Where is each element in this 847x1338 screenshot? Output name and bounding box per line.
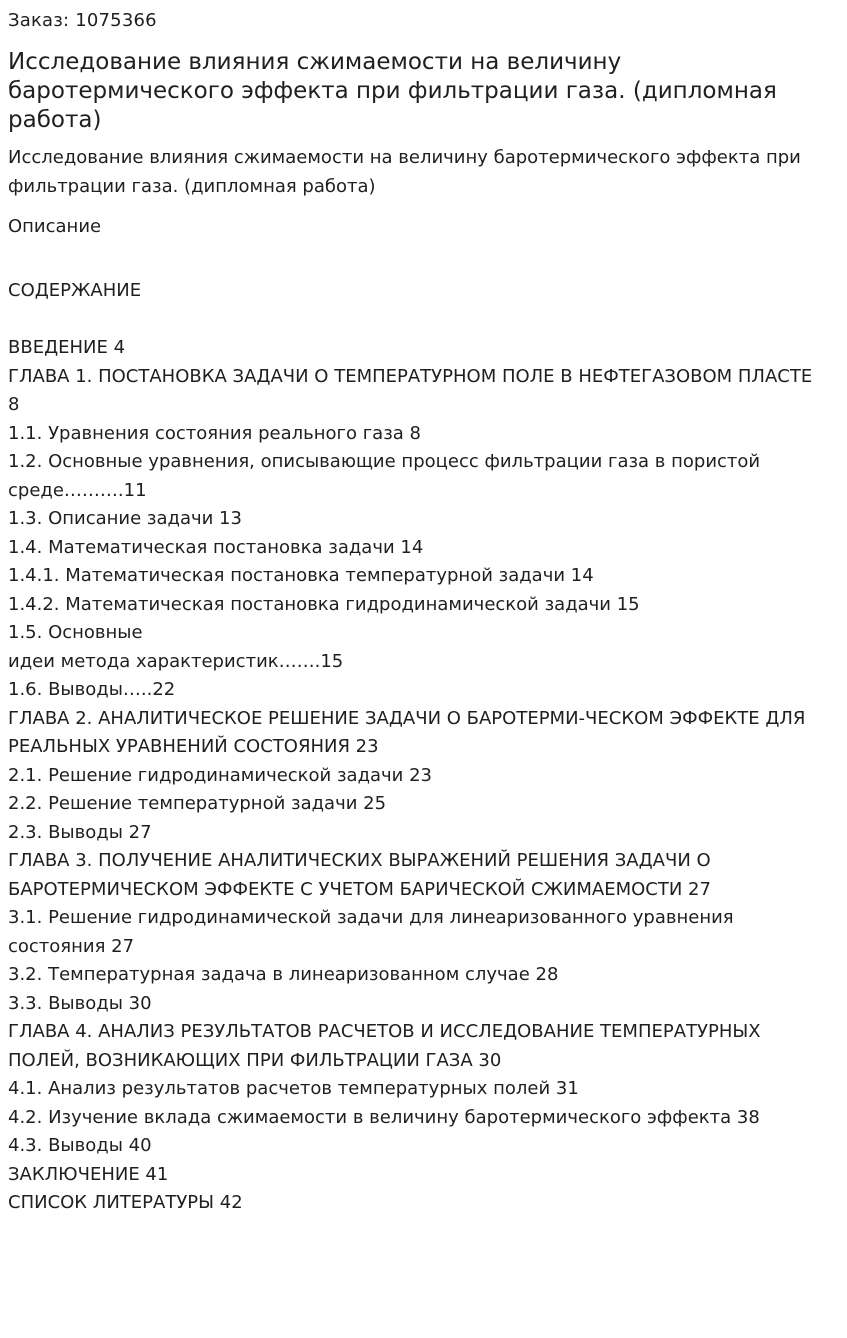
toc-item: 3.1. Решение гидродинамической задачи для линеаризованного уравнения состояния 27	[8, 907, 734, 957]
toc-item: 4.3. Выводы 40	[8, 1135, 152, 1156]
toc-item: 1.5. Основные	[8, 622, 143, 643]
toc-item: 1.3. Описание задачи 13	[8, 508, 242, 529]
toc-item: СПИСОК ЛИТЕРАТУРЫ 42	[8, 1192, 243, 1213]
description-heading: Описание	[8, 216, 102, 237]
page-subtitle: Исследование влияния сжимаемости на величину баротермического эффекта при фильтрации газа. (дипломная работа)	[8, 147, 801, 197]
contents-heading: СОДЕРЖАНИЕ	[8, 280, 142, 301]
toc-item: 1.2. Основные уравнения, описывающие процесс фильтрации газа в пористой среде……….11	[8, 451, 761, 501]
toc-item: ГЛАВА 2. АНАЛИТИЧЕСКОЕ РЕШЕНИЕ ЗАДАЧИ О БАРОТЕРМИ-ЧЕСКОМ ЭФФЕКТЕ ДЛЯ РЕАЛЬНЫХ УРАВНЕНИЙ СОСТОЯНИЯ 23	[8, 707, 806, 757]
order-number: Заказ: 1075366	[8, 10, 157, 31]
toc-item: ГЛАВА 1. ПОСТАНОВКА ЗАДАЧИ О ТЕМПЕРАТУРНОМ ПОЛЕ В НЕФТЕГАЗОВОМ ПЛАСТЕ 8	[8, 365, 813, 415]
toc-item: 2.1. Решение гидродинамической задачи 23	[8, 764, 433, 786]
toc-item: 1.4. Математическая постановка задачи 14	[8, 536, 424, 558]
toc-item: ВВЕДЕНИЕ 4	[8, 337, 126, 358]
toc-item: 2.3. Выводы 27	[8, 821, 152, 843]
toc-item: ЗАКЛЮЧЕНИЕ 41	[8, 1163, 169, 1185]
toc-item: 3.3. Выводы 30	[8, 992, 152, 1014]
toc-item: ГЛАВА 3. ПОЛУЧЕНИЕ АНАЛИТИЧЕСКИХ ВЫРАЖЕНИЙ РЕШЕНИЯ ЗАДАЧИ О БАРОТЕРМИЧЕСКОМ ЭФФЕКТЕ С УЧЕТОМ БАРИЧЕСКОЙ СЖИМАЕМОСТИ 27	[8, 850, 711, 900]
toc-item: 4.1. Анализ результатов расчетов температурных полей 31	[8, 1078, 579, 1099]
toc-item: 4.2. Изучение вклада сжимаемости в величину баротермического эффекта 38	[8, 1106, 760, 1128]
toc-item: 1.4.2. Математическая постановка гидродинамической задачи 15	[8, 593, 640, 615]
toc-item: 3.2. Температурная задача в линеаризованном случае 28	[8, 964, 559, 985]
toc-item: 2.2. Решение температурной задачи 25	[8, 793, 387, 814]
page-title: Исследование влияния сжимаемости на величину баротермического эффекта при фильтрации газа. (дипломная работа)	[8, 49, 777, 133]
toc-item: ГЛАВА 4. АНАЛИЗ РЕЗУЛЬТАТОВ РАСЧЕТОВ И ИССЛЕДОВАНИЕ ТЕМПЕРАТУРНЫХ ПОЛЕЙ, ВОЗНИКАЮЩИХ ПРИ ФИЛЬТРАЦИИ ГАЗА 30	[8, 1021, 761, 1071]
table-of-contents	[8, 334, 828, 1218]
toc-item: 1.1. Уравнения состояния реального газа 8	[8, 422, 421, 444]
toc-item: идеи метода характеристик…….15	[8, 650, 344, 672]
toc-item: 1.6. Выводы…..22	[8, 679, 176, 700]
toc-item: 1.4.1. Математическая постановка температурной задачи 14	[8, 565, 594, 586]
